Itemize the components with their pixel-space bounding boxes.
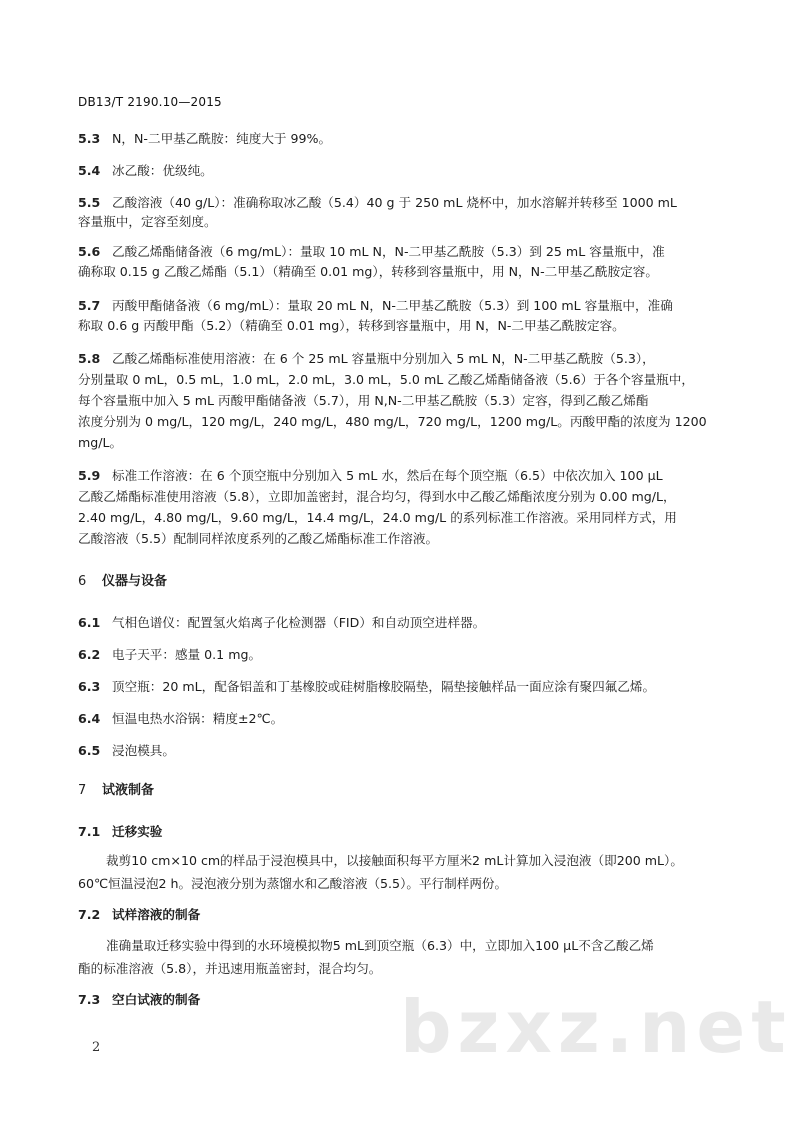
clause-5-7 (78, 297, 673, 315)
clause-5-4 (78, 162, 213, 180)
subsection-title: 空白试液的制备 (112, 992, 201, 1007)
clause-5-8-cont: 分别量取 0 mL，0.5 mL，1.0 mL，2.0 mL，3.0 mL，5.0 mL 乙酸乙烯酯储备液（5.6）于各个容量瓶中， (78, 372, 694, 387)
clause-5-6-cont: 确称取 0.15 g 乙酸乙烯酯（5.1）（精确至 0.01 mg），转移到容量瓶中，用 N，N-二甲基乙酰胺定容。 (78, 264, 658, 279)
clause-6-5 (78, 742, 175, 760)
clause-number: 5.3 (78, 131, 101, 146)
clause-5-9-cont: 2.40 mg/L，4.80 mg/L，9.60 mg/L，14.4 mg/L，24.0 mg/L 的系列标准工作溶液。采用同样方式，用 (78, 510, 677, 525)
clause-5-9-cont: 乙酸乙烯酯标准使用溶液（5.8），立即加盖密封，混合均匀，得到水中乙酸乙烯酯浓度分别为 0.00 mg/L， (78, 489, 676, 504)
clause-number: 5.6 (78, 244, 101, 259)
clause-number: 7.1 (78, 824, 101, 839)
clause-5-8-cont: 浓度分别为 0 mg/L，120 mg/L，240 mg/L，480 mg/L，720 mg/L，1200 mg/L。丙酸甲酯的浓度为 1200 (78, 414, 707, 429)
paragraph-7-1-cont: 60℃恒温浸泡2 h。浸泡液分别为蒸馏水和乙酸溶液（5.5）。平行制样两份。 (78, 876, 508, 891)
paragraph-7-2-cont: 酯的标准溶液（5.8），并迅速用瓶盖密封，混合均匀。 (78, 961, 382, 976)
clause-text: N，N-二甲基乙酰胺：纯度大于 99%。 (112, 131, 332, 146)
clause-text: 标准工作溶液：在 6 个顶空瓶中分别加入 5 mL 水，然后在每个顶空瓶（6.5）中依次加入 100 μL (112, 468, 663, 483)
paragraph-7-2: 准确量取迁移实验中得到的水环境模拟物5 mL到顶空瓶（6.3）中，立即加入100 μL不含乙酸乙烯 (106, 938, 654, 953)
clause-5-5-cont: 容量瓶中，定容至刻度。 (78, 214, 217, 229)
clause-text: 电子天平：感量 0.1 mg。 (112, 647, 262, 662)
clause-number: 5.5 (78, 195, 101, 210)
clause-text: 乙酸乙烯酯储备液（6 mg/mL）：量取 10 mL N，N-二甲基乙酰胺（5.3）到 25 mL 容量瓶中，准 (112, 244, 665, 259)
subsection-title: 试样溶液的制备 (112, 907, 201, 922)
clause-5-7-cont: 称取 0.6 g 丙酸甲酯（5.2）（精确至 0.01 mg），转移到容量瓶中，用 N，N-二甲基乙酰胺定容。 (78, 318, 625, 333)
clause-number: 5.7 (78, 298, 101, 313)
clause-5-6 (78, 243, 665, 261)
section-number: 7 (78, 783, 87, 798)
subsection-heading-7-1 (78, 823, 162, 841)
clause-number: 6.3 (78, 679, 101, 694)
clause-5-3 (78, 130, 331, 148)
clause-number: 6.5 (78, 743, 101, 758)
clause-text: 浸泡模具。 (112, 743, 175, 758)
clause-5-8-cont: mg/L。 (78, 435, 123, 450)
clause-6-2 (78, 646, 261, 664)
clause-6-3 (78, 678, 655, 696)
subsection-title: 迁移实验 (112, 824, 163, 839)
subsection-heading-7-3 (78, 991, 200, 1009)
page-number: 2 (92, 1040, 101, 1055)
clause-number: 6.4 (78, 711, 101, 726)
section-heading-6 (78, 573, 167, 591)
document-header: DB13/T 2190.10—2015 (78, 95, 222, 109)
clause-5-5 (78, 194, 677, 212)
clause-text: 顶空瓶：20 mL，配备铝盖和丁基橡胶或硅树脂橡胶隔垫，隔垫接触样品一面应涂有聚四氟乙烯。 (112, 679, 656, 694)
section-number: 6 (78, 574, 87, 589)
clause-text: 气相色谱仪：配置氢火焰离子化检测器（FID）和自动顶空进样器。 (112, 615, 486, 630)
clause-5-8 (78, 350, 655, 368)
clause-text: 乙酸乙烯酯标准使用溶液：在 6 个 25 mL 容量瓶中分别加入 5 mL N，N-二甲基乙酰胺（5.3）， (112, 351, 655, 366)
clause-number: 6.2 (78, 647, 101, 662)
section-heading-7 (78, 782, 154, 800)
clause-text: 丙酸甲酯储备液（6 mg/mL）：量取 20 mL N，N-二甲基乙酰胺（5.3）到 100 mL 容量瓶中，准确 (112, 298, 673, 313)
clause-number: 7.2 (78, 907, 101, 922)
clause-6-4 (78, 710, 283, 728)
clause-6-1 (78, 614, 485, 632)
clause-5-9-cont: 乙酸溶液（5.5）配制同样浓度系列的乙酸乙烯酯标准工作溶液。 (78, 531, 439, 546)
clause-number: 5.4 (78, 163, 101, 178)
section-title: 仪器与设备 (102, 574, 168, 589)
clause-number: 5.9 (78, 468, 101, 483)
subsection-heading-7-2 (78, 906, 200, 924)
section-title: 试液制备 (102, 783, 155, 798)
clause-number: 6.1 (78, 615, 101, 630)
clause-text: 乙酸溶液（40 g/L）：准确称取冰乙酸（5.4）40 g 于 250 mL 烧杯中，加水溶解并转移至 1000 mL (112, 195, 677, 210)
clause-5-9 (78, 467, 663, 485)
clause-text: 冰乙酸：优级纯。 (112, 163, 213, 178)
watermark: bzxz.net (400, 985, 792, 1069)
clause-number: 5.8 (78, 351, 101, 366)
clause-number: 7.3 (78, 992, 101, 1007)
clause-text: 恒温电热水浴锅：精度±2℃。 (112, 711, 284, 726)
paragraph-7-1: 裁剪10 cm×10 cm的样品于浸泡模具中，以接触面积每平方厘米2 mL计算加入浸泡液（即200 mL）。 (106, 853, 683, 868)
clause-5-8-cont: 每个容量瓶中加入 5 mL 丙酸甲酯储备液（5.7），用 N,N-二甲基乙酰胺（5.3）定容，得到乙酸乙烯酯 (78, 393, 649, 408)
